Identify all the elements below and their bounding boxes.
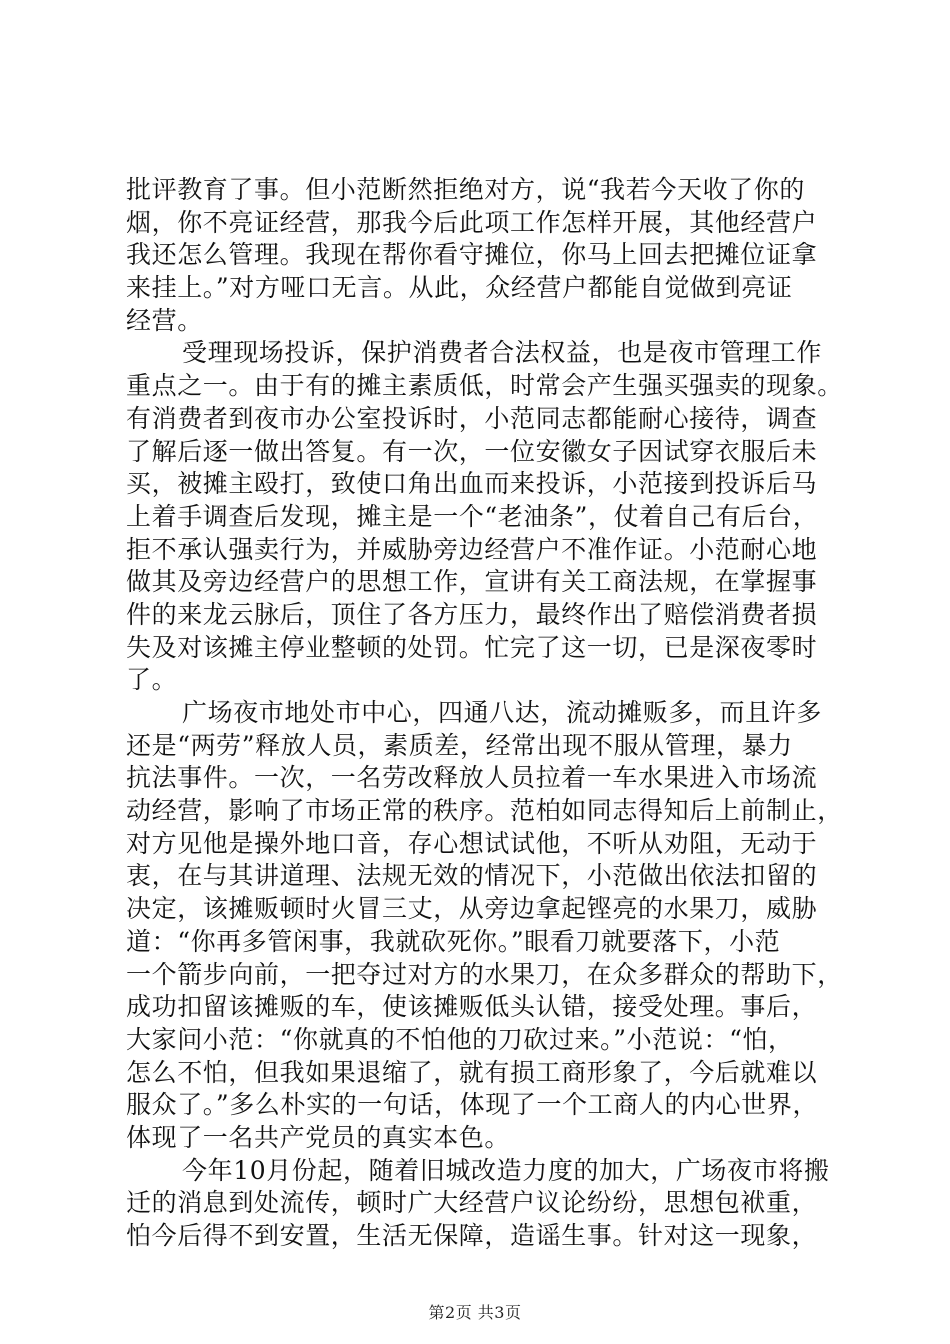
text-line: 一个箭步向前，一把夺过对方的水果刀，在众多群众的帮助下， <box>126 959 843 989</box>
text-line: 失及对该摊主停业整顿的处罚。忙完了这一切，已是深夜零时 <box>126 632 818 662</box>
text-line: 抗法事件。一次，一名劳改释放人员拉着一车水果进入市场流 <box>126 763 818 793</box>
text-line: 动经营，影响了市场正常的秩序。范柏如同志得知后上前制止， <box>126 796 843 826</box>
text-line: 受理现场投诉，保护消费者合法权益，也是夜市管理工作 <box>182 338 823 368</box>
text-line: 大家问小范：“你就真的不怕他的刀砍过来。”小范说：“怕， <box>126 1024 794 1054</box>
text-line: 来挂上。”对方哑口无言。从此，众经营户都能自觉做到亮证 <box>126 273 793 303</box>
text-line: 还是“两劳”释放人员，素质差，经常出现不服从管理，暴力 <box>126 730 793 760</box>
page-footer: 第2页 共3页 <box>428 1303 522 1322</box>
text-line: 服众了。”多么朴实的一句话，体现了一个工商人的内心世界， <box>126 1090 819 1120</box>
text-line: 决定，该摊贩顿时火冒三丈，从旁边拿起铿亮的水果刀，威胁 <box>126 894 818 924</box>
text-line: 衷，在与其讲道理、法规无效的情况下，小范做出依法扣留的 <box>126 861 818 891</box>
text-line: 有消费者到夜市办公室投诉时，小范同志都能耐心接待，调查 <box>126 403 818 433</box>
text-line: 买，被摊主殴打，致使口角出血而来投诉，小范接到投诉后马 <box>126 469 818 499</box>
text-line: 今年10月份起，随着旧城改造力度的加大，广场夜市将搬 <box>182 1155 830 1185</box>
text-line: 成功扣留该摊贩的车，使该摊贩低头认错，接受处理。事后， <box>126 992 818 1022</box>
text-line: 迁的消息到处流传，顿时广大经营户议论纷纷，思想包袱重， <box>126 1188 818 1218</box>
text-line: 广场夜市地处市中心，四通八达，流动摊贩多，而且许多 <box>182 698 823 727</box>
text-line: 我还怎么管理。我现在帮你看守摊位，你马上回去把摊位证拿 <box>126 240 818 270</box>
text-line: 做其及旁边经营户的思想工作，宣讲有关工商法规，在掌握事 <box>126 567 818 597</box>
text-line: 了解后逐一做出答复。有一次，一位安徽女子因试穿衣服后未 <box>126 436 818 466</box>
text-line: 道：“你再多管闲事，我就砍死你。”眼看刀就要落下，小范 <box>126 926 781 956</box>
text-line: 怎么不怕，但我如果退缩了，就有损工商形象了，今后就难以 <box>126 1057 818 1087</box>
paragraph <box>126 174 836 337</box>
text-line: 批评教育了事。但小范断然拒绝对方，说“我若今天收了你的 <box>126 175 805 204</box>
text-line: 上着手调查后发现，摊主是一个“老油条”，仗着自己有后台， <box>126 501 819 531</box>
text-line: 怕今后得不到安置，生活无保障，造谣生事。针对这一现象， <box>126 1221 818 1250</box>
text-line: 体现了一名共产党员的真实本色。 <box>126 1122 511 1152</box>
paragraph <box>126 1155 836 1253</box>
text-line: 重点之一。由于有的摊主素质低，时常会产生强买强卖的现象。 <box>126 371 843 401</box>
text-line: 件的来龙云脉后，顶住了各方压力，最终作出了赔偿消费者损 <box>126 599 818 629</box>
paragraph <box>126 697 843 1155</box>
document-body <box>126 174 843 1253</box>
text-line: 拒不承认强卖行为，并威胁旁边经营户不准作证。小范耐心地 <box>126 534 818 564</box>
text-line: 烟，你不亮证经营，那我今后此项工作怎样开展，其他经营户 <box>126 207 818 237</box>
text-line: 对方见他是操外地口音，存心想试试他，不听从劝阻，无动于 <box>126 828 818 858</box>
text-line: 了。 <box>126 665 178 695</box>
paragraph <box>126 337 843 697</box>
text-line: 经营。 <box>126 305 203 335</box>
